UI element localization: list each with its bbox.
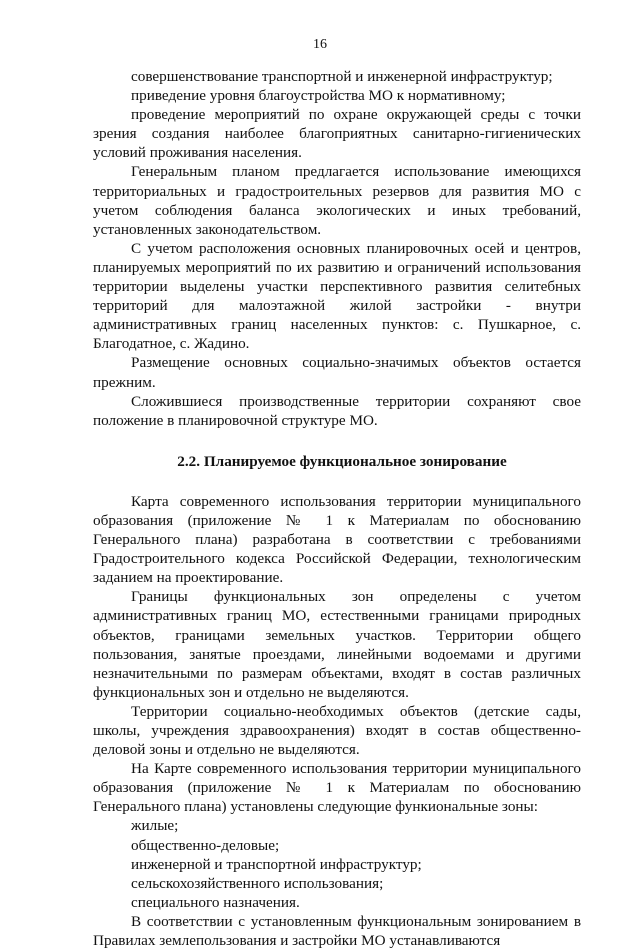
paragraph: Границы функциональных зон определены с учетом административных границ МО, естественными границами природных объектов, границами земельных участков. Территории общего пользования, занятые проездами, линейными водоемами и другими незначительными по размерам объектами, входят в состав различных функциональных зон и отдельно не выделяются. bbox=[93, 588, 581, 701]
closing-paragraph: В соответствии с установленным функциональным зонированием в Правилах землепользования и застройки МО устанавливаются bbox=[93, 912, 581, 950]
zone-list-item: жилые; bbox=[131, 817, 179, 835]
paragraph: проведение мероприятий по охране окружающей среды с точки зрения создания наиболее благоприятных санитарно-гигиенических условий проживания населения. bbox=[93, 106, 581, 162]
page-number: 16 bbox=[313, 37, 327, 52]
paragraph: На Карте современного использования территории муниципального образования (приложение № 1 к Материалам по обоснованию Генерального плана) установлены следующие функиональные зоны: bbox=[93, 760, 581, 816]
paragraph: Размещение основных социально-значимых объектов остается прежним. bbox=[93, 354, 581, 391]
zone-list-item: инженерной и транспортной инфраструктур; bbox=[131, 855, 422, 873]
paragraph: Территории социально-необходимых объектов (детские сады, школы, учреждения здравоохранения) входят в состав общественно-деловой зоны и отдельно не выделяются. bbox=[93, 702, 581, 759]
paragraph: Генеральным планом предлагается использование имеющихся территориальных и градостроительных резервов для развития МО с учетом соблюдения баланса экологических и иных требований, установленных законодательством. bbox=[93, 163, 581, 238]
paragraph: С учетом расположения основных планировочных осей и центров, планируемых мероприятий по их развитию и ограничений использования территории выделены участки перспективного развития селитебных территорий для малоэтажной жилой застройки - внутри административных границ населенных пунктов: с. Пушкарное, с. Благодатное, с. Жадино. bbox=[93, 239, 581, 353]
document-body bbox=[93, 67, 581, 950]
paragraph: Карта современного использования территории муниципального образования (приложение № 1 к Материалам по обоснованию Генерального плана) разработана в соответствии с требованиями Градостроительного кодекса Российской Федерации, технологическим заданием на проектирование. bbox=[93, 492, 581, 587]
intro-item: совершенствование транспортной и инженерной инфраструктур; bbox=[131, 68, 553, 85]
zone-list-item: специального назначения. bbox=[131, 893, 300, 911]
zone-list-item: общественно-деловые; bbox=[131, 836, 280, 854]
intro-item: приведение уровня благоустройства МО к нормативному; bbox=[131, 87, 506, 105]
paragraph: Сложившиеся производственные территории сохраняют свое положение в планировочной структуре МО. bbox=[93, 392, 581, 429]
zone-list-item: сельскохозяйственного использования; bbox=[131, 874, 384, 892]
section-heading: 2.2. Планируемое функциональное зонирование bbox=[177, 452, 507, 470]
